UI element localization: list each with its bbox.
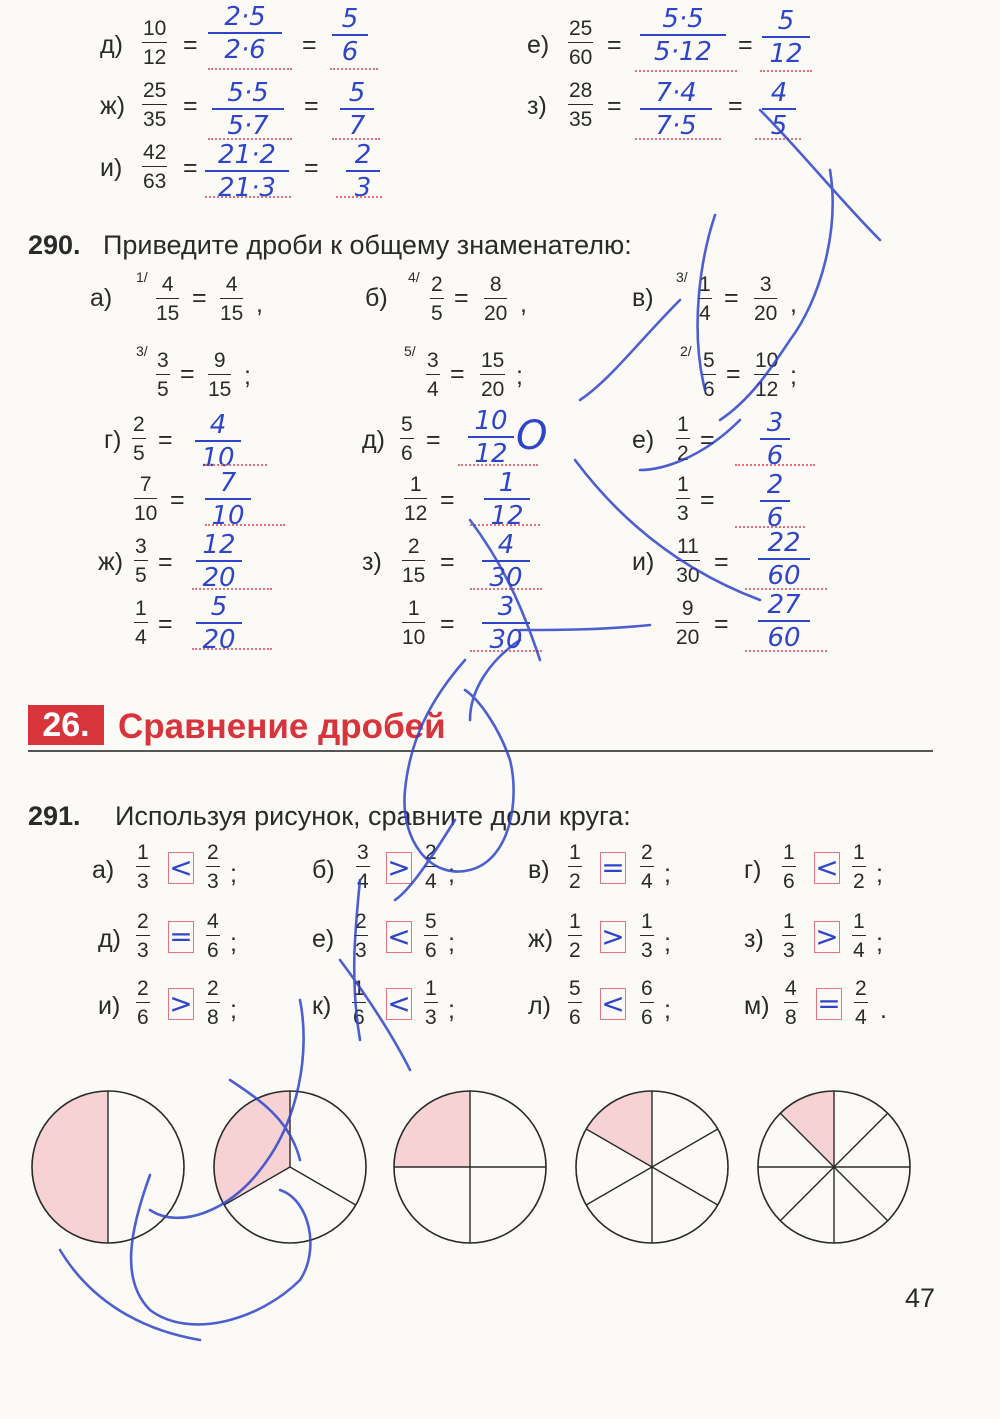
comparison-box[interactable]: >: [601, 920, 625, 953]
answer-dots: [760, 70, 812, 72]
fraction: $\frac{15}{20}$: [481, 349, 505, 401]
task-number: 290.: [28, 230, 81, 260]
comparison-box[interactable]: <: [169, 851, 193, 884]
task-number: 291.: [28, 801, 81, 831]
item-label: ж): [528, 925, 554, 953]
handwritten-fraction: 3 6: [760, 410, 790, 469]
fraction: $\frac{2}{3}$: [355, 910, 367, 962]
answer-dots: [205, 464, 267, 466]
answer-dots: [635, 70, 737, 72]
punctuation: ;: [448, 996, 455, 1024]
stray-mark: O: [516, 413, 548, 459]
item-label: к): [312, 992, 332, 1020]
item-label: д): [362, 426, 385, 454]
equals-sign: =: [450, 360, 465, 388]
answer-dots: [458, 464, 538, 466]
scribble-stroke: [131, 1175, 310, 1324]
fraction: $\frac{3}{4}$: [357, 841, 369, 893]
shaded-sector: [214, 1091, 290, 1205]
fraction: $\frac{1}{3}$: [783, 910, 795, 962]
punctuation: ;: [664, 996, 671, 1024]
handwritten-fraction: 5 20: [196, 594, 242, 653]
handwritten-fraction: 5·5 5·12: [640, 6, 726, 65]
item-label: в): [632, 284, 654, 312]
sector-divider: [290, 1167, 356, 1205]
fraction: $\frac{1}{2}$: [677, 413, 689, 465]
fraction: $\frac{2}{3}$: [207, 841, 219, 893]
shaded-sector: [586, 1091, 652, 1167]
fraction: $\frac{3}{20}$: [754, 273, 778, 325]
equals-sign: =: [183, 92, 198, 120]
fraction: $\frac{8}{20}$: [484, 273, 508, 325]
comparison-box[interactable]: >: [815, 920, 839, 953]
scribble-stroke: [575, 460, 760, 600]
circle-outline: [32, 1091, 184, 1243]
fraction: $\frac{3}{5}$: [157, 349, 169, 401]
fraction: $\frac{1}{4}$: [135, 597, 147, 649]
sector-divider: [224, 1167, 290, 1205]
punctuation: ,: [790, 290, 797, 318]
item-label: а): [90, 284, 113, 312]
fraction: $\frac{2}{5}$: [431, 273, 443, 325]
answer-dots: [192, 648, 272, 650]
fraction: $\frac{4}{15}$: [220, 273, 244, 325]
equals-sign: =: [714, 548, 729, 576]
scribble-stroke: [640, 420, 740, 470]
scribble-stroke: [580, 300, 680, 400]
answer-dots: [205, 196, 291, 198]
handwritten-fraction: 7·4 7·5: [640, 80, 712, 139]
page-number: 47: [905, 1283, 936, 1313]
extra-factor: 4/: [408, 269, 420, 285]
fraction: $\frac{4}{8}$: [785, 977, 797, 1029]
section-divider: [28, 750, 933, 752]
comparison-box[interactable]: <: [387, 920, 411, 953]
item-label: з): [744, 925, 764, 953]
extra-factor: 1/: [136, 269, 148, 285]
punctuation: ,: [520, 290, 527, 318]
task-text: Используя рисунок, сравните доли круга:: [115, 801, 631, 831]
fraction: $\frac{2}{8}$: [207, 977, 219, 1029]
fraction: $\frac{1}{3}$: [425, 977, 437, 1029]
answer-dots: [208, 68, 292, 70]
comparison-box[interactable]: >: [169, 987, 193, 1020]
circle-outline: [214, 1091, 366, 1243]
equals-sign: =: [183, 31, 198, 59]
fraction: $\frac{1}{4}$: [699, 273, 711, 325]
fraction: $\frac{1}{10}$: [402, 597, 426, 649]
sector-divider: [834, 1167, 888, 1221]
fraction-circle: [394, 1091, 546, 1243]
punctuation: ;: [664, 860, 671, 888]
scribble-stroke: [150, 996, 304, 1218]
answer-dots: [745, 650, 827, 652]
fraction: $\frac{2}{4}$: [425, 841, 437, 893]
scribble-stroke: [520, 625, 650, 630]
section-title: Сравнение дробей: [118, 707, 446, 746]
item-label: м): [744, 992, 770, 1020]
handwritten-fraction: 21·2 21·3: [205, 142, 289, 201]
equals-sign: =: [180, 360, 195, 388]
punctuation: ;: [790, 362, 797, 390]
section-number: 26.: [28, 705, 104, 745]
equals-sign: =: [700, 426, 715, 454]
fraction: $\frac{5}{6}$: [703, 349, 715, 401]
sector-divider: [586, 1129, 652, 1167]
answer-dots: [330, 68, 378, 70]
handwritten-fraction: 5·5 5·7: [212, 80, 284, 139]
comparison-box[interactable]: >: [387, 851, 411, 884]
equals-sign: =: [183, 154, 198, 182]
equals-sign: =: [454, 284, 469, 312]
handwritten-fraction: 4 5: [762, 80, 796, 139]
punctuation: ;: [448, 860, 455, 888]
punctuation: ;: [876, 929, 883, 957]
scribble-stroke: [230, 1080, 300, 1160]
comparison-box[interactable]: =: [601, 851, 625, 884]
comparison-box[interactable]: =: [169, 920, 193, 953]
comparison-box[interactable]: <: [387, 987, 411, 1020]
answer-dots: [205, 524, 285, 526]
equals-sign: =: [158, 426, 173, 454]
sector-divider: [780, 1113, 834, 1167]
fraction: $\frac{2}{6}$: [137, 977, 149, 1029]
fraction: $\frac{7}{10}$: [134, 473, 158, 525]
handwritten-fraction: 27 60: [758, 592, 810, 651]
handwritten-fraction: 4 30: [482, 532, 530, 591]
fraction-circle: [758, 1091, 910, 1243]
fraction-circle: [32, 1091, 184, 1243]
answer-dots: [336, 196, 382, 198]
answer-dots: [635, 138, 721, 140]
item-label: е): [632, 426, 655, 454]
equals-sign: =: [158, 548, 173, 576]
handwritten-fraction: 3 30: [482, 594, 530, 653]
punctuation: ;: [230, 996, 237, 1024]
punctuation: ;: [244, 362, 251, 390]
extra-factor: 5/: [404, 343, 416, 359]
shaded-sector: [394, 1091, 470, 1167]
fraction: $\frac{2}{4}$: [641, 841, 653, 893]
equals-sign: =: [714, 610, 729, 638]
circle-outline: [394, 1091, 546, 1243]
equals-sign: =: [607, 92, 622, 120]
punctuation: ;: [516, 362, 523, 390]
item-label: е): [527, 31, 550, 59]
fraction: $\frac{1}{2}$: [569, 910, 581, 962]
sector-divider: [652, 1129, 718, 1167]
equals-sign: =: [728, 92, 743, 120]
fraction: $\frac{1}{3}$: [677, 473, 689, 525]
item-label: е): [312, 925, 335, 953]
fraction: $\frac{2}{5}$: [133, 413, 145, 465]
fraction: $\frac{5}{6}$: [401, 413, 413, 465]
item-label: г): [104, 426, 122, 454]
equals-sign: =: [440, 486, 455, 514]
punctuation: .: [880, 996, 887, 1024]
fraction: $\frac{25}{35}$: [143, 79, 167, 131]
fraction: $\frac{1}{2}$: [569, 841, 581, 893]
punctuation: ;: [230, 929, 237, 957]
item-label: л): [528, 992, 551, 1020]
item-label: д): [98, 925, 121, 953]
answer-dots: [192, 588, 272, 590]
fraction-circle: [214, 1091, 366, 1243]
shaded-sector: [32, 1091, 108, 1243]
fraction: $\frac{1}{2}$: [853, 841, 865, 893]
item-label: з): [362, 548, 382, 576]
fraction: $\frac{1}{4}$: [853, 910, 865, 962]
equals-sign: =: [304, 92, 319, 120]
fraction: $\frac{10}{12}$: [143, 17, 167, 69]
circle-outline: [758, 1091, 910, 1243]
equals-sign: =: [726, 360, 741, 388]
handwritten-fraction: 12 20: [196, 532, 242, 591]
handwritten-fraction: 2 3: [346, 142, 380, 201]
answer-dots: [755, 138, 801, 140]
equals-sign: =: [440, 548, 455, 576]
fraction: $\frac{1}{6}$: [783, 841, 795, 893]
fraction: $\frac{5}{6}$: [425, 910, 437, 962]
circle-outline: [576, 1091, 728, 1243]
handwritten-fraction: 5 12: [762, 8, 810, 67]
answer-dots: [735, 464, 815, 466]
fraction: $\frac{1}{3}$: [137, 841, 149, 893]
comparison-box[interactable]: <: [601, 987, 625, 1020]
equals-sign: =: [304, 154, 319, 182]
fraction: $\frac{4}{6}$: [207, 910, 219, 962]
fraction: $\frac{4}{15}$: [156, 273, 180, 325]
equals-sign: =: [170, 486, 185, 514]
equals-sign: =: [426, 426, 441, 454]
item-label: д): [100, 31, 123, 59]
fraction: $\frac{9}{15}$: [208, 349, 232, 401]
item-label: г): [744, 856, 762, 884]
item-label: б): [312, 856, 335, 884]
comparison-box[interactable]: =: [817, 987, 841, 1020]
fraction: $\frac{2}{15}$: [402, 535, 426, 587]
fraction: $\frac{1}{3}$: [641, 910, 653, 962]
answer-dots: [470, 588, 542, 590]
fraction: $\frac{6}{6}$: [641, 977, 653, 1029]
item-label: а): [92, 856, 115, 884]
extra-factor: 2/: [680, 343, 692, 359]
item-label: в): [528, 856, 550, 884]
fraction: $\frac{2}{3}$: [137, 910, 149, 962]
punctuation: ,: [256, 290, 263, 318]
item-label: и): [98, 992, 121, 1020]
equals-sign: =: [607, 31, 622, 59]
extra-factor: 3/: [676, 269, 688, 285]
fraction: $\frac{1}{6}$: [353, 977, 365, 1029]
handwritten-fraction: 4 10: [195, 412, 241, 471]
handwritten-fraction: 10 12: [468, 408, 514, 467]
sector-divider: [780, 1167, 834, 1221]
item-label: ж): [98, 548, 124, 576]
equals-sign: =: [738, 31, 753, 59]
equals-sign: =: [724, 284, 739, 312]
item-label: и): [632, 548, 655, 576]
item-label: б): [365, 284, 388, 312]
punctuation: ;: [664, 929, 671, 957]
item-label: з): [527, 92, 547, 120]
punctuation: ;: [230, 860, 237, 888]
fraction: $\frac{2}{4}$: [855, 977, 867, 1029]
fraction: $\frac{3}{5}$: [135, 535, 147, 587]
punctuation: ;: [876, 860, 883, 888]
sector-divider: [834, 1113, 888, 1167]
shaded-sector: [780, 1091, 834, 1167]
scribble-stroke: [404, 660, 513, 872]
extra-factor: 3/: [136, 343, 148, 359]
punctuation: ;: [448, 929, 455, 957]
answer-dots: [470, 650, 542, 652]
fraction: $\frac{3}{4}$: [427, 349, 439, 401]
handwritten-fraction: 1 12: [484, 470, 530, 529]
fraction: $\frac{10}{12}$: [755, 349, 779, 401]
fraction: $\frac{9}{20}$: [676, 597, 700, 649]
equals-sign: =: [700, 486, 715, 514]
sector-divider: [586, 1167, 652, 1205]
scribble-stroke: [60, 1250, 200, 1340]
fraction: $\frac{11}{30}$: [676, 535, 700, 587]
handwritten-fraction: 2·5 2·6: [208, 4, 282, 63]
fraction: $\frac{1}{12}$: [404, 473, 428, 525]
sector-divider: [652, 1167, 718, 1205]
task-text: Приведите дроби к общему знаменателю:: [103, 230, 632, 260]
comparison-box[interactable]: <: [815, 851, 839, 884]
handwritten-fraction: 5 6: [332, 6, 368, 65]
handwritten-fraction: 22 60: [758, 530, 810, 589]
equals-sign: =: [302, 31, 317, 59]
fraction: $\frac{28}{35}$: [569, 79, 593, 131]
handwritten-fraction: 2 6: [760, 472, 790, 531]
item-label: и): [100, 154, 123, 182]
fraction: $\frac{25}{60}$: [569, 17, 593, 69]
equals-sign: =: [440, 610, 455, 638]
handwritten-fraction: 7 10: [205, 470, 251, 529]
fraction: $\frac{42}{63}$: [143, 141, 167, 193]
item-label: ж): [100, 92, 126, 120]
fraction: $\frac{5}{6}$: [569, 977, 581, 1029]
equals-sign: =: [192, 284, 207, 312]
fraction-circle: [576, 1091, 728, 1243]
answer-dots: [470, 524, 540, 526]
equals-sign: =: [158, 610, 173, 638]
handwritten-fraction: 5 7: [340, 80, 374, 139]
